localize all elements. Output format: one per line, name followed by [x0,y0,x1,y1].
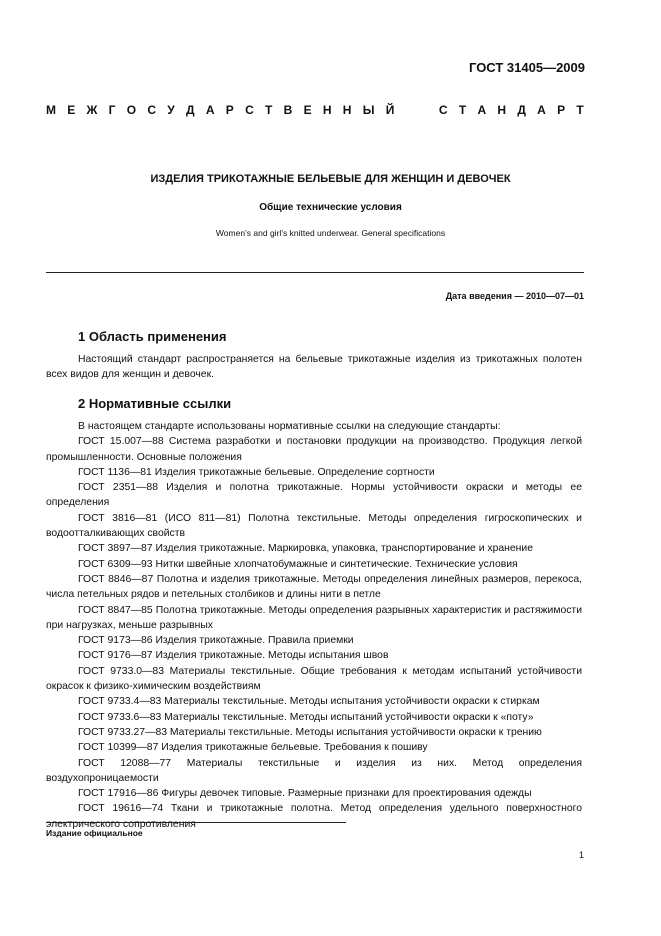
english-title: Women’s and girl’s knitted underwear. General specifications [215,228,446,238]
banner-letter: Н [342,103,352,117]
banner-letter: С [147,103,157,117]
document-code: ГОСТ 31405—2009 [469,60,585,75]
section-1-heading: 1 Область применения [78,329,227,344]
official-edition-label: Издание официальное [46,828,143,838]
banner-word-gap [406,103,428,117]
banner-letter: Г [108,103,116,117]
reference-item: ГОСТ 9733.4—83 Материалы текстильные. Методы испытания устойчивости окраски к стиркам [78,696,540,708]
reference-item: ГОСТ 10399—87 Изделия трикотажные бельевые. Требования к пошиву [78,742,428,754]
banner-letter: Т [458,103,467,117]
banner-letter: Ы [362,103,375,117]
banner-letter: А [537,103,546,117]
banner-letter: Е [303,103,312,117]
page-number: 1 [578,850,584,860]
title-divider [46,272,584,273]
banner-letter: Н [497,103,507,117]
banner-letter: Т [576,103,584,117]
banner-letter: Н [322,103,332,117]
reference-item: ГОСТ 8846—87 Полотна и изделия трикотажные. Методы определения линейных размеров, перекоса, числа петельных рядов и петельных столбиков и длины нити в петле [46,573,582,601]
reference-item: ГОСТ 8847—85 Полотна трикотажные. Методы определения разрывных характеристик и растяжимости при нагрузках, меньше разрывных [46,604,582,631]
references-intro: В настоящем стандарте использованы нормативные ссылки на следующие стандарты: [78,421,501,432]
reference-item: ГОСТ 15.007—88 Система разработки и постановки продукции на производство. Продукция легкой промышленности. Основные положения [46,436,582,463]
standard-banner [46,103,584,117]
references-list [46,419,582,832]
reference-item: ГОСТ 1136—81 Изделия трикотажные бельевые. Определение сортности [78,466,435,478]
reference-item: ГОСТ 9733.6—83 Материалы текстильные. Методы испытаний устойчивости окраски к «поту» [78,711,534,723]
section-1-paragraph: Настоящий стандарт распространяется на бельевые трикотажные изделия из трикотажных полотен всех видов для женщин и девочек. [46,354,582,381]
banner-letter: В [283,103,293,117]
banner-letter: Д [517,103,526,117]
banner-letter: Р [225,103,234,117]
banner-letter: У [167,103,175,117]
section-1-body [46,352,582,383]
reference-item: ГОСТ 9176—87 Изделия трикотажные. Методы испытания швов [78,650,389,662]
reference-item: ГОСТ 6309—93 Нитки швейные хлопчатобумажные и синтетические. Технические условия [78,558,518,570]
reference-item: ГОСТ 2351—88 Изделия и полотна трикотажные. Нормы устойчивости окраски и методы ее определения [46,482,582,509]
reference-item: ГОСТ 3897—87 Изделия трикотажные. Маркировка, упаковка, транспортирование и хранение [78,543,534,555]
banner-letter: Т [265,103,273,117]
banner-letter: О [126,103,137,117]
banner-letter: М [46,103,56,117]
effective-date: Дата введения — 2010—07—01 [445,291,584,301]
banner-letter: С [245,103,254,117]
banner-letter: Й [385,103,395,117]
reference-item: ГОСТ 9733.0—83 Материалы текстильные. Общие требования к методам испытаний устойчивости окрасок к физико-химическим воздействиям [46,665,582,693]
banner-letter: Е [67,103,76,117]
banner-letter: Ж [86,103,98,117]
document-title: ИЗДЕЛИЯ ТРИКОТАЖНЫЕ БЕЛЬЕВЫЕ ДЛЯ ЖЕНЩИН И ДЕВОЧЕК [150,173,511,185]
banner-letter: А [477,103,487,117]
banner-letter: С [438,103,448,117]
reference-item: ГОСТ 9173—86 Изделия трикотажные. Правила приемки [78,635,354,647]
reference-item: ГОСТ 17916—86 Фигуры девочек типовые. Размерные признаки для проектирования одежды [78,788,532,800]
reference-item: ГОСТ 9733.27—83 Материалы текстильные. Методы испытания устойчивости окраски к трению [78,726,542,738]
reference-item: ГОСТ 12088—77 Материалы текстильные и изделия из них. Метод определения воздухопроницаемости [46,757,582,784]
footer-divider [46,822,346,823]
banner-letter: Р [557,103,566,117]
banner-letter: Д [186,103,195,117]
section-2-heading: 2 Нормативные ссылки [78,396,232,411]
reference-item: ГОСТ 3816—81 (ИСО 811—81) Полотна текстильные. Методы определения гигроскопических и водоотталкивающих свойств [46,512,582,540]
reference-item: ГОСТ 19616—74 Ткани и трикотажные полотна. Метод определения удельного поверхностного электрического сопротивления [46,803,582,830]
banner-letter: А [205,103,215,117]
document-subtitle: Общие технические условия [259,202,402,213]
